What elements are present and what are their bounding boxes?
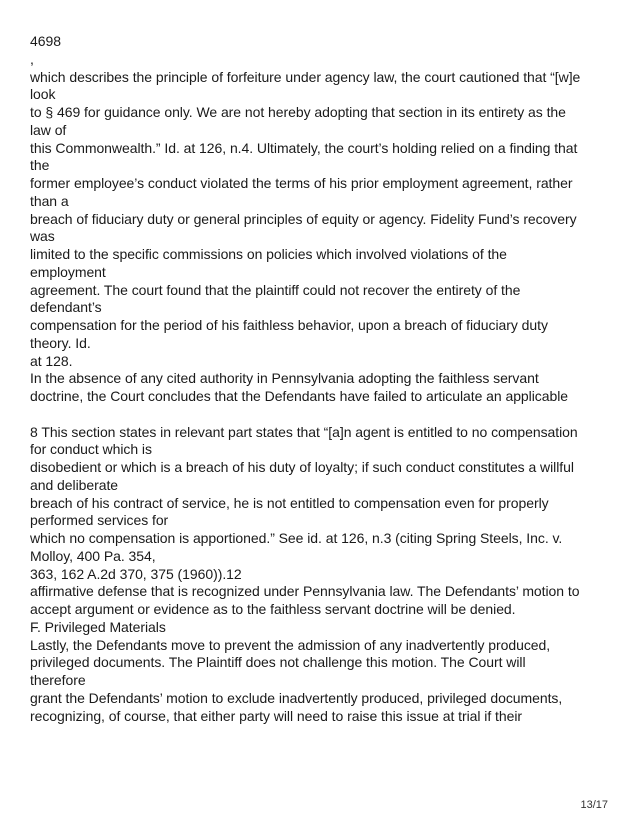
document-body	[30, 33, 620, 725]
text-line: grant the Defendants’ motion to exclude inadvertently produced, privileged documents,	[30, 689, 563, 706]
text-line: former employee’s conduct violated the terms of his prior employment agreement, rather	[30, 175, 573, 191]
text-line: employment	[30, 263, 106, 280]
text-line: 363, 162 A.2d 370, 375 (1960)).12	[30, 565, 242, 582]
page-number: 13/17	[580, 799, 608, 811]
text-line	[30, 406, 620, 424]
text-line: at 128.	[30, 352, 73, 369]
text-line: than a	[30, 192, 69, 209]
text-line: to § 469 for guidance only. We are not hereby adopting that section in its entirety as the	[30, 104, 566, 120]
text-line: which no compensation is apportioned.” See id. at 126, n.3 (citing Spring Steels, Inc. v.	[30, 530, 563, 546]
text-line: this Commonwealth.” Id. at 126, n.4. Ultimately, the court’s holding relied on a finding that	[30, 139, 578, 156]
text-line: 8 This section states in relevant part states that “[a]n agent is entitled to no compensation	[30, 423, 578, 440]
text-line: recognizing, of course, that either party will need to raise this issue at trial if their	[30, 707, 523, 724]
text-line: the	[30, 157, 50, 174]
text-line: F. Privileged Materials	[30, 618, 166, 635]
text-line: compensation for the period of his faithless behavior, upon a breach of fiduciary duty	[30, 317, 548, 333]
text-line: therefore	[30, 672, 86, 688]
text-line: law of	[30, 121, 67, 138]
text-line: disobedient or which is a breach of his duty of loyalty; if such conduct constitutes a willful	[30, 459, 574, 475]
text-line: In the absence of any cited authority in Pennsylvania adopting the faithless servant	[30, 370, 539, 387]
text-line: defendant’s	[30, 299, 102, 316]
text-line: performed services for	[30, 512, 169, 529]
text-line: breach of his contract of service, he is not entitled to compensation even for properly	[30, 494, 549, 511]
text-line: affirmative defense that is recognized under Pennsylvania law. The Defendants’ motion to	[30, 583, 580, 600]
text-line: Molloy, 400 Pa. 354,	[30, 547, 156, 564]
text-line: theory. Id.	[30, 334, 91, 351]
text-line: breach of fiduciary duty or general principles of equity or agency. Fidelity Fund’s recovery	[30, 210, 577, 227]
text-line: 4698	[30, 33, 61, 49]
text-line: which describes the principle of forfeiture under agency law, the court cautioned that “[w]e	[30, 68, 581, 85]
text-line: doctrine, the Court concludes that the Defendants have failed to articulate an applicable	[30, 388, 569, 404]
text-line: Lastly, the Defendants move to prevent the admission of any inadvertently produced,	[30, 636, 551, 653]
text-line: look	[30, 86, 56, 103]
text-line: limited to the specific commissions on policies which involved violations of the	[30, 246, 507, 262]
text-line: and deliberate	[30, 476, 119, 493]
text-line: ,	[30, 50, 34, 67]
text-line: was	[30, 228, 55, 245]
text-line: privileged documents. The Plaintiff does not challenge this motion. The Court will	[30, 654, 526, 671]
text-line: for conduct which is	[30, 441, 152, 458]
text-line: agreement. The court found that the plaintiff could not recover the entirety of the	[30, 281, 521, 298]
text-line: accept argument or evidence as to the faithless servant doctrine will be denied.	[30, 601, 516, 617]
